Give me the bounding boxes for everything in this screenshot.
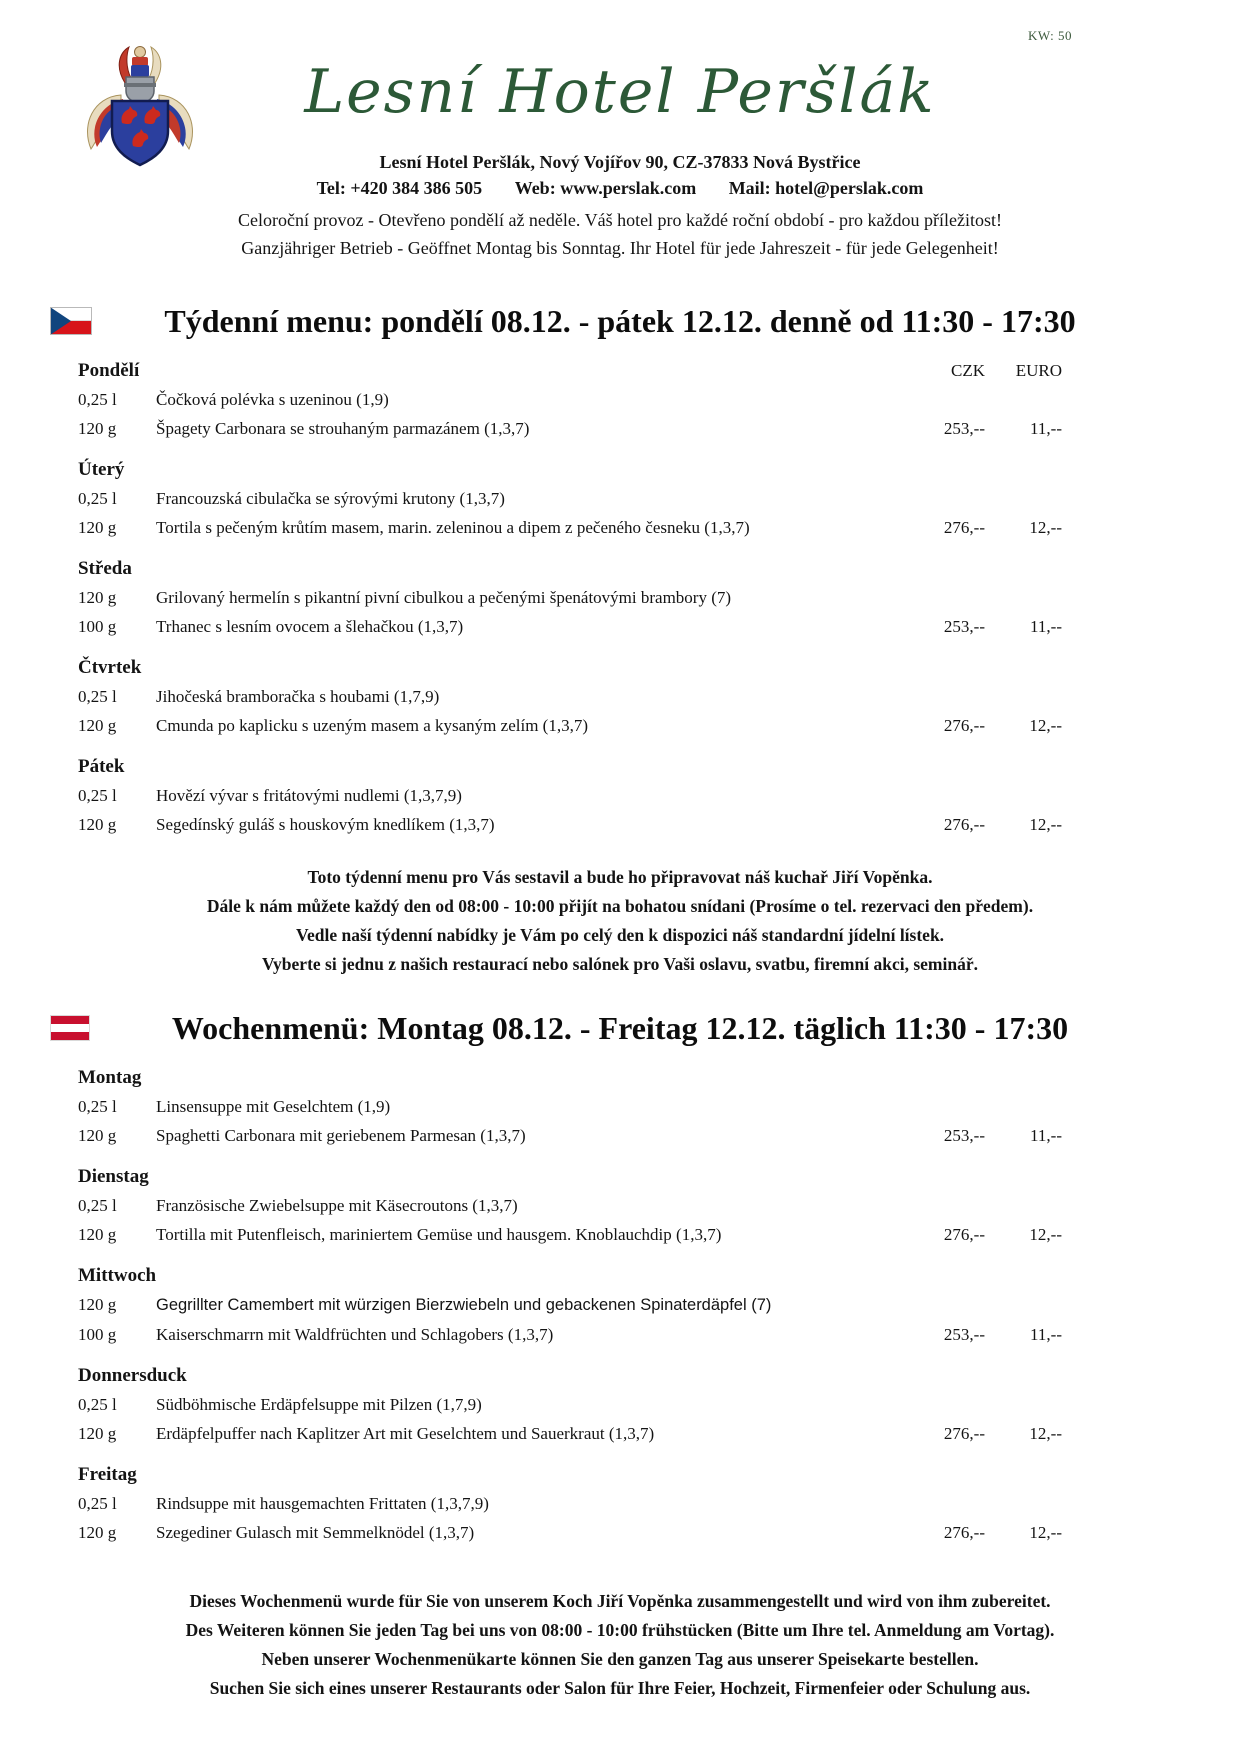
item-price-euro: 12,-- [1029,1225,1062,1244]
item-quantity: 0,25 l [78,1097,117,1116]
item-price-czk: 253,-- [943,1325,985,1344]
day-name: Čtvrtek [78,657,142,678]
menu-item-row [78,513,1062,542]
menu-section [0,298,1240,979]
section-heading: Wochenmenü: Montag 08.12. - Freitag 12.12. täglich 11:30 - 17:30 [171,1010,1069,1046]
item-dish-name: Französische Zwiebelsuppe mit Käsecroutons (1,3,7) [156,1196,518,1215]
menu-item-row [78,583,1062,612]
menu-table [78,356,1062,839]
section-notes [0,1587,1240,1703]
section-note-line: Dále k nám můžete každý den od 08:00 - 10:00 přijít na bohatou snídani (Prosíme o tel. rezervaci den předem). [206,896,1034,916]
day-header-row [78,653,1062,682]
item-dish-name: Szegediner Gulasch mit Semmelknödel (1,3,7) [156,1523,475,1542]
item-dish-name: Segedínský guláš s houskovým knedlíkem (1,3,7) [156,815,495,834]
day-name: Úterý [78,459,125,480]
item-quantity: 100 g [78,1325,117,1344]
item-dish-name: Spaghetti Carbonara mit geriebenem Parmesan (1,3,7) [156,1126,526,1145]
item-price-euro: 12,-- [1029,1424,1062,1443]
menu-item-row [78,711,1062,740]
item-price-euro: 11,-- [1030,1126,1062,1145]
menu-item-row [78,1518,1062,1547]
day-header-row [78,554,1062,583]
menu-item-row [78,1220,1062,1249]
day-header-row [78,455,1062,484]
menu-item-row [78,1320,1062,1349]
item-dish-name: Linsensuppe mit Geselchtem (1,9) [156,1097,391,1116]
item-dish-name: Trhanec s lesním ovocem a šlehačkou (1,3,7) [156,617,464,636]
menu-item-row [78,1191,1062,1220]
item-dish-name: Kaiserschmarrn mit Waldfrüchten und Schlagobers (1,3,7) [156,1325,554,1344]
day-name: Montag [78,1067,142,1088]
item-quantity: 0,25 l [78,687,117,706]
tel-label: Tel: +420 384 386 505 [316,178,483,198]
day-name: Donnersduck [78,1365,187,1386]
kw-week-label: KW: 50 [1027,28,1072,43]
section-note-line: Neben unserer Wochenmenükarte können Sie den ganzen Tag aus unserer Speisekarte bestellen. [261,1649,979,1669]
item-price-euro: 12,-- [1029,518,1062,537]
item-price-czk: 276,-- [943,1523,985,1542]
day-name: Pondělí [78,360,140,381]
item-dish-name: Cmunda po kaplicku s uzeným masem a kysaným zelím (1,3,7) [156,716,588,735]
item-dish-name: Hovězí vývar s fritátovými nudlemi (1,3,7,9) [156,786,462,805]
day-name: Středa [78,558,132,579]
item-price-euro: 12,-- [1029,815,1062,834]
day-header-row [78,356,1062,385]
item-dish-name: Jihočeská bramboračka s houbami (1,7,9) [156,687,440,706]
item-dish-name: Tortila s pečeným krůtím masem, marin. zeleninou a dipem z pečeného česneku (1,3,7) [156,518,750,537]
tagline-german: Ganzjähriger Betrieb - Geöffnet Montag bis Sonntag. Ihr Hotel für jede Jahreszeit - für jede Gelegenheit! [241,238,999,258]
item-price-czk: 253,-- [943,1126,985,1145]
day-name: Freitag [78,1464,137,1485]
menu-table [78,1063,1062,1547]
item-quantity: 0,25 l [78,489,117,508]
item-quantity: 120 g [78,1424,117,1443]
euro-column-header: EURO [1015,361,1062,380]
item-quantity: 0,25 l [78,390,117,409]
hotel-title: Lesní Hotel Peršlák [304,57,936,127]
item-quantity: 0,25 l [78,1494,117,1513]
item-quantity: 120 g [78,1126,117,1145]
menu-item-row [78,484,1062,513]
item-quantity: 120 g [78,518,117,537]
day-header-row [78,1063,1062,1092]
item-price-czk: 253,-- [943,419,985,438]
item-quantity: 120 g [78,588,117,607]
menu-item-row [78,385,1062,414]
day-header-row [78,1460,1062,1489]
item-quantity: 120 g [78,1225,117,1244]
menu-sections [0,298,1240,1703]
menu-item-row [78,682,1062,711]
day-name: Dienstag [78,1166,149,1187]
day-header-row [78,1162,1062,1191]
item-price-euro: 11,-- [1030,419,1062,438]
item-dish-name: Špagety Carbonara se strouhaným parmazánem (1,3,7) [156,419,530,438]
item-quantity: 120 g [78,1523,117,1542]
item-quantity: 120 g [78,1295,117,1314]
menu-item-row [78,1390,1062,1419]
mail-label: Mail: hotel@perslak.com [728,178,924,198]
item-price-czk: 276,-- [943,815,985,834]
contact-line [0,178,1240,199]
section-notes [0,863,1240,979]
section-note-line: Toto týdenní menu pro Vás sestavil a bude ho připravovat náš kuchař Jiří Vopěnka. [307,867,933,887]
day-header-row [78,1261,1062,1290]
section-note-line: Vedle naší týdenní nabídky je Vám po celý den k dispozici náš standardní jídelní lístek. [295,925,945,945]
item-dish-name: Čočková polévka s uzeninou (1,9) [156,390,389,409]
item-dish-name: Rindsuppe mit hausgemachten Frittaten (1,3,7,9) [156,1494,489,1513]
section-note-line: Vyberte si jednu z našich restaurací nebo salónek pro Vaši oslavu, svatbu, firemní akci, seminář. [262,954,978,974]
section-heading-row [0,1005,1240,1051]
day-header-row [78,1361,1062,1390]
item-price-euro: 12,-- [1029,716,1062,735]
item-dish-name: Grilovaný hermelín s pikantní pivní cibulkou a pečenými špenátovými brambory (7) [156,588,732,607]
menu-item-row [78,1290,1062,1320]
item-quantity: 0,25 l [78,1196,117,1215]
item-price-czk: 276,-- [943,1225,985,1244]
tagline-czech: Celoroční provoz - Otevřeno pondělí až neděle. Váš hotel pro každé roční období - pro každou příležitost! [238,210,1002,230]
section-note-line: Des Weiteren können Sie jeden Tag bei uns von 08:00 - 10:00 frühstücken (Bitte um Ihre tel. Anmeldung am Vortag). [185,1620,1055,1640]
item-price-euro: 12,-- [1029,1523,1062,1542]
menu-item-row [78,1419,1062,1448]
web-label: Web: www.perslak.com [514,178,697,198]
menu-item-row [78,1489,1062,1518]
czk-column-header: CZK [951,361,985,380]
day-name: Mittwoch [78,1265,157,1286]
item-price-euro: 11,-- [1030,1325,1062,1344]
hotel-address: Lesní Hotel Peršlák, Nový Vojířov 90, CZ-37833 Nová Bystřice [379,152,861,172]
menu-item-row [78,1121,1062,1150]
item-dish-name: Erdäpfelpuffer nach Kaplitzer Art mit Geselchtem und Sauerkraut (1,3,7) [156,1424,655,1443]
item-dish-name: Tortilla mit Putenfleisch, mariniertem Gemüse und hausgem. Knoblauchdip (1,3,7) [156,1225,722,1244]
day-header-row [78,752,1062,781]
section-heading: Týdenní menu: pondělí 08.12. - pátek 12.12. denně od 11:30 - 17:30 [164,303,1076,339]
item-price-czk: 276,-- [943,518,985,537]
menu-item-row [78,612,1062,641]
item-quantity: 120 g [78,419,117,438]
section-note-line: Suchen Sie sich eines unserer Restaurants oder Salon für Ihre Feier, Hochzeit, Firmenfeier oder Schulung aus. [209,1678,1031,1698]
item-dish-name: Gegrillter Camembert mit würzigen Bierzwiebeln und gebackenen Spinaterdäpfel (7) [156,1296,772,1314]
section-note-line: Dieses Wochenmenü wurde für Sie von unserem Koch Jiří Vopěnka zusammengestellt und wird von ihm zubereitet. [189,1591,1051,1611]
section-heading-row [0,298,1240,344]
item-price-czk: 253,-- [943,617,985,636]
item-quantity: 0,25 l [78,786,117,805]
coat-of-arms-icon [75,42,205,174]
day-name: Pátek [78,756,125,777]
menu-item-row [78,1092,1062,1121]
item-dish-name: Südböhmische Erdäpfelsuppe mit Pilzen (1,7,9) [156,1395,482,1414]
item-quantity: 120 g [78,815,117,834]
austrian-flag-icon [50,1015,90,1041]
item-price-euro: 11,-- [1030,617,1062,636]
menu-section [0,1005,1240,1703]
menu-item-row [78,414,1062,443]
item-dish-name: Francouzská cibulačka se sýrovými krutony (1,3,7) [156,489,505,508]
menu-item-row [78,810,1062,839]
hotel-crest-logo [75,42,205,174]
menu-item-row [78,781,1062,810]
czech-flag-icon [50,307,92,335]
item-price-czk: 276,-- [943,716,985,735]
item-quantity: 100 g [78,617,117,636]
item-price-czk: 276,-- [943,1424,985,1443]
item-quantity: 0,25 l [78,1395,117,1414]
item-quantity: 120 g [78,716,117,735]
